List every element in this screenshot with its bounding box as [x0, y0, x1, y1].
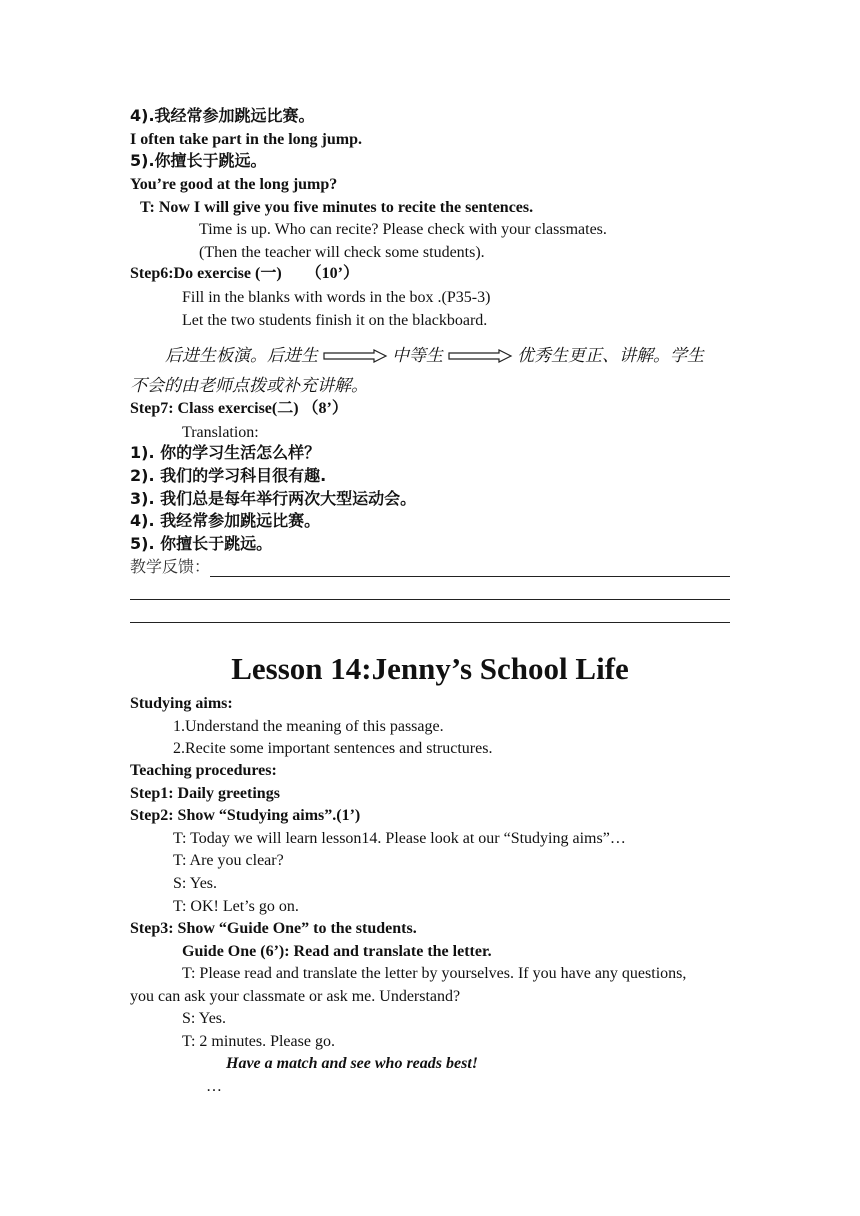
translation-item: 5). 你擅长于跳远。 — [130, 534, 273, 553]
match-instruction: Have a match and see who reads best! — [226, 1055, 478, 1072]
guide-line: S: Yes. — [182, 1010, 227, 1027]
ellipsis: … — [206, 1078, 222, 1095]
translation-item: 4). 我经常参加跳远比赛。 — [130, 511, 321, 530]
feedback-line — [210, 576, 730, 577]
aim-item: 2.Recite some important sentences and structures. — [173, 740, 493, 757]
step6-line-1: Fill in the blanks with words in the box .(P35-3) — [182, 289, 491, 306]
guide-line: T: Please read and translate the letter by yourselves. If you have any questions, — [182, 965, 687, 982]
sentence-4-en: I often take part in the long jump. — [130, 131, 363, 148]
dialogue-line: S: Yes. — [173, 875, 218, 892]
teacher-line: Time is up. Who can recite? Please check with your classmates. — [199, 221, 607, 238]
translation-item: 1). 你的学习生活怎么样？ — [130, 443, 321, 462]
translation-label: Translation: — [182, 424, 259, 441]
guide-line: T: 2 minutes. Please go. — [182, 1033, 335, 1050]
dialogue-line: T: Are you clear? — [173, 852, 284, 869]
feedback-line — [130, 622, 730, 623]
step3-heading: Step3: Show “Guide One” to the students. — [130, 920, 417, 937]
teaching-note-line-2: 不会的由老师点拨或补充讲解。 — [130, 376, 368, 396]
aim-item: 1.Understand the meaning of this passage. — [173, 718, 444, 735]
arrow-right-icon — [322, 349, 388, 363]
step1-heading: Step1: Daily greetings — [130, 785, 280, 802]
note-part-1: 后进生板演。后进生 — [165, 346, 318, 366]
step2-heading: Step2: Show “Studying aims”.(1’) — [130, 807, 361, 824]
translation-item: 3). 我们总是每年举行两次大型运动会。 — [130, 489, 417, 508]
teaching-note-line-1 — [165, 345, 704, 367]
step7-heading: Step7: Class exercise(二) （8’） — [130, 400, 348, 417]
note-part-2: 中等生 — [392, 346, 443, 366]
aims-heading: Studying aims: — [130, 695, 233, 712]
step6-heading: Step6:Do exercise (一) （10’） — [130, 265, 359, 282]
teacher-instruction: T: Now I will give you five minutes to recite the sentences. — [140, 199, 534, 216]
note-part-3: 优秀生更正、讲解。学生 — [517, 346, 704, 366]
arrow-right-icon — [447, 349, 513, 363]
guide-line: you can ask your classmate or ask me. Understand? — [130, 988, 461, 1005]
sentence-5-cn: 5).你擅长于跳远。 — [130, 151, 267, 170]
procedures-heading: Teaching procedures: — [130, 762, 277, 779]
lesson-title: Lesson 14:Jenny’s School Life — [231, 651, 629, 686]
teacher-note: (Then the teacher will check some students). — [199, 244, 485, 261]
guide-one-heading: Guide One (6’): Read and translate the letter. — [182, 943, 492, 960]
feedback-line — [130, 599, 730, 600]
translation-item: 2). 我们的学习科目很有趣. — [130, 466, 327, 485]
feedback-label: 教学反馈： — [130, 557, 211, 576]
sentence-5-en: You’re good at the long jump? — [130, 176, 338, 193]
step6-line-2: Let the two students finish it on the blackboard. — [182, 312, 488, 329]
sentence-4-cn: 4).我经常参加跳远比赛。 — [130, 106, 315, 125]
dialogue-line: T: OK! Let’s go on. — [173, 898, 299, 915]
dialogue-line: T: Today we will learn lesson14. Please look at our “Studying aims”… — [173, 830, 626, 847]
